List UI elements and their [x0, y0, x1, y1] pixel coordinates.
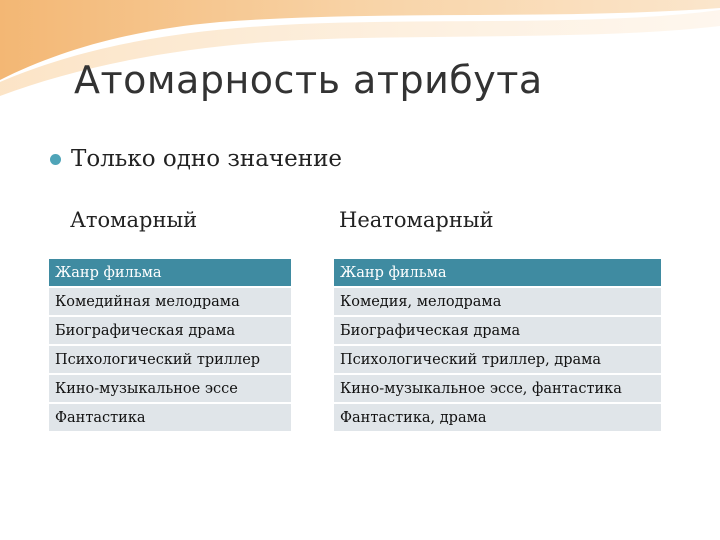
table-cell: Фантастика, драма — [334, 404, 661, 433]
table-header-row — [334, 259, 661, 288]
table-cell: Биографическая драма — [49, 317, 291, 346]
table-row — [334, 375, 661, 404]
bullet-dot-icon — [50, 154, 61, 165]
bullet-item — [50, 146, 342, 172]
table-header-cell: Жанр фильма — [334, 259, 661, 288]
table-cell: Комедия, мелодрама — [334, 288, 661, 317]
table-cell: Кино-музыкальное эссе, фантастика — [334, 375, 661, 404]
nonatomic-table — [334, 259, 661, 433]
table-row — [49, 404, 291, 433]
slide-title: Атомарность атрибута — [74, 58, 543, 102]
table-header-row — [49, 259, 291, 288]
bullet-text: Только одно значение — [71, 146, 343, 172]
table-row — [334, 288, 661, 317]
table-cell: Комедийная мелодрама — [49, 288, 291, 317]
table-cell: Биографическая драма — [334, 317, 661, 346]
table-cell: Фантастика — [49, 404, 291, 433]
table-cell: Психологический триллер, драма — [334, 346, 661, 375]
table-row — [334, 346, 661, 375]
table-row — [49, 317, 291, 346]
table-row — [334, 404, 661, 433]
table-cell: Психологический триллер — [49, 346, 291, 375]
table-row — [49, 375, 291, 404]
table-row — [334, 317, 661, 346]
nonatomic-heading: Неатомарный — [339, 208, 494, 232]
atomic-table — [49, 259, 291, 433]
table-row — [49, 288, 291, 317]
table-cell: Кино-музыкальное эссе — [49, 375, 291, 404]
table-header-cell: Жанр фильма — [49, 259, 291, 288]
table-row — [49, 346, 291, 375]
atomic-heading: Атомарный — [70, 208, 198, 232]
